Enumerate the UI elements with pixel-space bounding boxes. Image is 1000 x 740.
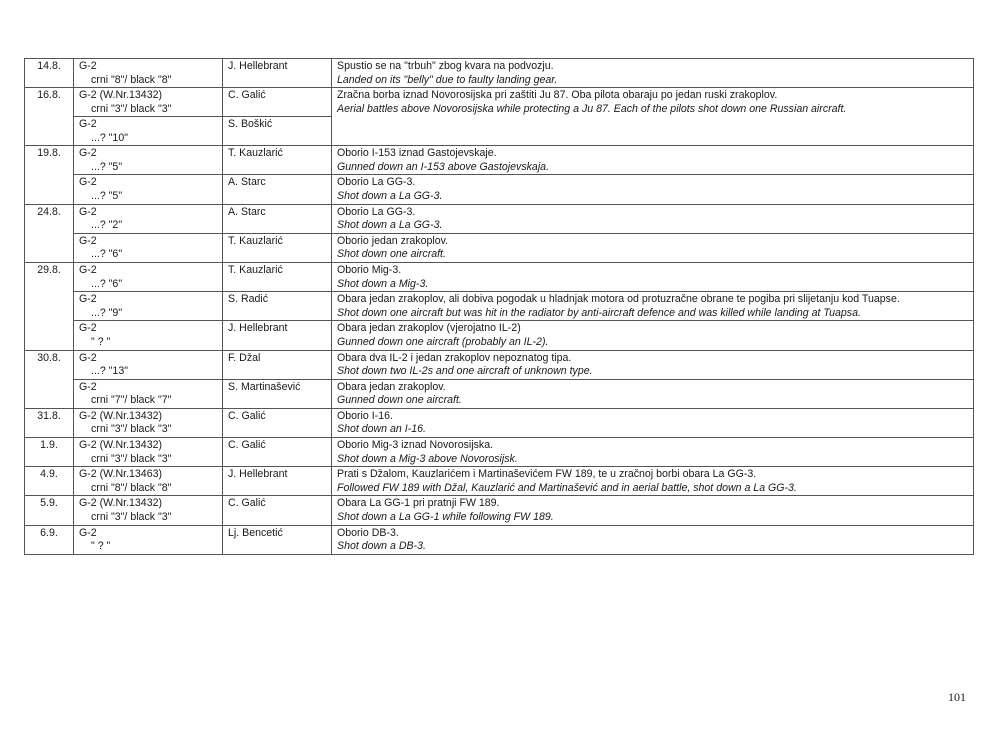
- aircraft-marking: ...? "9": [91, 306, 123, 319]
- event-description-cell: [332, 59, 974, 88]
- aircraft-cell: [74, 496, 223, 525]
- aircraft-marking: crni "3"/ black "3": [91, 102, 172, 115]
- pilot-cell: [223, 321, 332, 350]
- aircraft-type: G-2: [79, 147, 97, 160]
- aircraft-type: G-2: [79, 118, 97, 131]
- croatian-text: Spustio se na "trbuh" zbog kvara na podvozju.: [337, 60, 554, 72]
- event-description-cell: [332, 438, 974, 467]
- date-cell: 24.8.: [25, 204, 74, 262]
- aircraft-cell: [74, 321, 223, 350]
- croatian-text: Oborio Mig-3.: [337, 263, 402, 276]
- aircraft-cell: [74, 438, 223, 467]
- aircraft-cell: [74, 88, 223, 146]
- english-text: Gunned down one aircraft.: [337, 394, 462, 407]
- event-description-cell: [332, 204, 974, 233]
- date-cell: 31.8.: [25, 408, 74, 437]
- croatian-text: Obara jedan zrakoplov, ali dobiva pogodak u hladnjak motora od protuzračne obrane te pogiba pri slijetanju kod Tuapse.: [337, 293, 900, 306]
- aircraft-marking: " ? ": [91, 335, 111, 348]
- pilot-name: T. Kauzlarić: [228, 263, 283, 276]
- table-row: [25, 379, 974, 408]
- pilot-cell: [223, 408, 332, 437]
- aircraft-marking: crni "3"/ black "3": [91, 511, 172, 524]
- event-description-cell: [332, 233, 974, 262]
- event-description-cell: [332, 88, 974, 146]
- table-row: [25, 292, 974, 321]
- aircraft-marking: ...? "6": [91, 248, 123, 261]
- croatian-text: Zračna borba iznad Novorosijska pri zaštiti Ju 87. Oba pilota obaraju po jedan ruski zrakoplov.: [337, 89, 778, 102]
- date-cell: 1.9.: [25, 438, 74, 467]
- pilot-cell: [223, 379, 332, 408]
- table-row: [25, 59, 974, 88]
- event-description-cell: [332, 175, 974, 204]
- pilot-name: C. Galić: [228, 439, 266, 452]
- english-text: Gunned down an I-153 above Gastojevskaja.: [337, 160, 550, 173]
- table-row: [25, 262, 974, 291]
- pilot-name: J. Hellebrant: [228, 468, 288, 481]
- event-description-cell: [332, 146, 974, 175]
- date-cell: 16.8.: [25, 88, 74, 146]
- aircraft-cell: [74, 146, 223, 175]
- aircraft-marking: ...? "10": [91, 131, 128, 144]
- english-text: Shot down a Mig-3.: [337, 277, 429, 290]
- croatian-text: Oborio I-153 iznad Gastojevskaje.: [337, 147, 497, 160]
- aircraft-marking: crni "8"/ black "8": [91, 481, 172, 494]
- aircraft-cell: [74, 59, 223, 88]
- aircraft-type: G-2 (W.Nr.13432): [79, 89, 163, 102]
- table-row: [25, 88, 974, 146]
- croatian-text: Obara dva IL-2 i jedan zrakoplov nepoznatog tipa.: [337, 351, 572, 364]
- aircraft-type: G-2: [79, 322, 97, 335]
- table-row: [25, 146, 974, 175]
- event-description-cell: [332, 350, 974, 379]
- aircraft-cell: [74, 350, 223, 379]
- aircraft-type: G-2: [79, 526, 97, 539]
- table-row: [25, 438, 974, 467]
- english-text: Shot down a La GG-3.: [337, 189, 443, 202]
- date-cell: 30.8.: [25, 350, 74, 408]
- pilot-cell: [223, 292, 332, 321]
- date-cell: 6.9.: [25, 525, 74, 554]
- event-description-cell: [332, 525, 974, 554]
- pilot-name: C. Galić: [228, 409, 266, 422]
- table-row: [25, 204, 974, 233]
- event-description-cell: [332, 262, 974, 291]
- aircraft-marking: ...? "6": [91, 277, 123, 290]
- pilot-name: J. Hellebrant: [228, 322, 288, 335]
- table-row: [25, 350, 974, 379]
- pilot-name: T. Kauzlarić: [228, 234, 283, 247]
- aircraft-cell: [74, 262, 223, 291]
- english-text: Shot down one aircraft but was hit in the radiator by anti-aircraft defence and was killed while landing at Tuapsa.: [337, 306, 861, 319]
- aircraft-type: G-2 (W.Nr.13432): [79, 497, 163, 510]
- table-row: [25, 525, 974, 554]
- pilot-name: C. Galić: [228, 89, 266, 102]
- croatian-text: Oborio DB-3.: [337, 526, 399, 539]
- event-description-cell: [332, 379, 974, 408]
- english-text: Shot down a DB-3.: [337, 540, 426, 553]
- aircraft-cell: [74, 525, 223, 554]
- pilot-name: A. Starc: [228, 205, 266, 218]
- english-text: Shot down one aircraft.: [337, 248, 446, 261]
- table-row: [25, 408, 974, 437]
- pilot-cell: [223, 59, 332, 88]
- table-row: [25, 175, 974, 204]
- pilot-name: S. Martinašević: [228, 380, 301, 393]
- victory-log-table: [24, 58, 974, 555]
- english-text: Shot down a La GG-3.: [337, 219, 443, 232]
- pilot-cell: [223, 146, 332, 175]
- aircraft-type: G-2: [79, 293, 97, 306]
- date-cell: 4.9.: [25, 467, 74, 496]
- pilot-name: S. Radić: [228, 293, 269, 306]
- date-cell: 5.9.: [25, 496, 74, 525]
- pilot-cell: [223, 438, 332, 467]
- aircraft-cell: [74, 408, 223, 437]
- pilot-name: J. Hellebrant: [228, 60, 288, 72]
- table-row: [25, 321, 974, 350]
- pilot-cell: [223, 233, 332, 262]
- croatian-text: Obara jedan zrakoplov.: [337, 380, 446, 393]
- aircraft-type: G-2: [79, 380, 97, 393]
- aircraft-type: G-2 (W.Nr.13432): [79, 439, 163, 452]
- english-text: Shot down two IL-2s and one aircraft of unknown type.: [337, 365, 593, 378]
- croatian-text: Oborio La GG-3.: [337, 205, 416, 218]
- table-row: [25, 233, 974, 262]
- aircraft-cell: [74, 233, 223, 262]
- table-row: [25, 496, 974, 525]
- croatian-text: Oborio Mig-3 iznad Novorosijska.: [337, 439, 494, 452]
- english-text: Aerial battles above Novorosijska while protecting a Ju 87. Each of the pilots shot down one Russian aircraft.: [337, 102, 847, 115]
- aircraft-cell: [74, 292, 223, 321]
- event-description-cell: [332, 496, 974, 525]
- aircraft-type: G-2: [79, 205, 97, 218]
- event-description-cell: [332, 292, 974, 321]
- aircraft-marking: crni "3"/ black "3": [91, 423, 172, 436]
- aircraft-cell: [74, 379, 223, 408]
- aircraft-cell: [74, 204, 223, 233]
- date-cell: 19.8.: [25, 146, 74, 204]
- aircraft-type: G-2: [79, 351, 97, 364]
- pilot-cell: [223, 496, 332, 525]
- croatian-text: Oborio I-16.: [337, 409, 393, 422]
- pilot-cell: [223, 467, 332, 496]
- aircraft-type: G-2: [79, 263, 97, 276]
- pilot-cell: [223, 204, 332, 233]
- croatian-text: Obara jedan zrakoplov (vjerojatno IL-2): [337, 322, 521, 335]
- aircraft-marking: ...? "5": [91, 189, 123, 202]
- aircraft-type: G-2: [79, 234, 97, 247]
- croatian-text: Oborio jedan zrakoplov.: [337, 234, 449, 247]
- aircraft-marking: " ? ": [91, 540, 111, 553]
- aircraft-marking: ...? "5": [91, 160, 123, 173]
- aircraft-cell: [74, 175, 223, 204]
- aircraft-marking: ...? "13": [91, 365, 128, 378]
- pilot-name: Lj. Bencetić: [228, 526, 283, 539]
- aircraft-type: G-2 (W.Nr.13432): [79, 409, 163, 422]
- pilot-cell: [223, 262, 332, 291]
- english-text: Landed on its "belly" due to faulty landing gear.: [337, 73, 558, 86]
- event-description-cell: [332, 467, 974, 496]
- english-text: Shot down an I-16.: [337, 423, 426, 436]
- pilot-name: C. Galić: [228, 497, 266, 510]
- croatian-text: Obara La GG-1 pri pratnji FW 189.: [337, 497, 500, 510]
- english-text: Followed FW 189 with Džal, Kauzlarić and Martinašević and in aerial battle, shot down a La GG-3.: [337, 481, 797, 494]
- aircraft-type: G-2: [79, 176, 97, 189]
- pilot-name: S. Boškić: [228, 118, 273, 131]
- pilot-name: T. Kauzlarić: [228, 147, 283, 160]
- event-description-cell: [332, 408, 974, 437]
- aircraft-cell: [74, 467, 223, 496]
- event-description-cell: [332, 321, 974, 350]
- aircraft-marking: crni "3"/ black "3": [91, 452, 172, 465]
- pilot-cell: [223, 525, 332, 554]
- aircraft-marking: crni "8"/ black "8": [91, 73, 172, 86]
- page-number: 101: [948, 690, 966, 704]
- english-text: Gunned down one aircraft (probably an IL-2).: [337, 335, 549, 348]
- pilot-cell: [223, 350, 332, 379]
- english-text: Shot down a Mig-3 above Novorosijsk.: [337, 452, 518, 465]
- pilot-name: A. Starc: [228, 176, 266, 189]
- pilot-name: F. Džal: [228, 351, 261, 364]
- aircraft-marking: ...? "2": [91, 219, 123, 232]
- aircraft-type: G-2: [79, 60, 97, 72]
- croatian-text: Oborio La GG-3.: [337, 176, 416, 189]
- pilot-cell: [223, 175, 332, 204]
- aircraft-type: G-2 (W.Nr.13463): [79, 468, 163, 481]
- table-row: [25, 467, 974, 496]
- english-text: Shot down a La GG-1 while following FW 189.: [337, 511, 554, 524]
- date-cell: 14.8.: [25, 59, 74, 88]
- pilot-cell: [223, 88, 332, 146]
- croatian-text: Prati s Džalom, Kauzlarićem i Martinaševićem FW 189, te u zračnoj borbi obara La GG-3.: [337, 468, 757, 481]
- aircraft-marking: crni "7"/ black "7": [91, 394, 172, 407]
- date-cell: 29.8.: [25, 262, 74, 350]
